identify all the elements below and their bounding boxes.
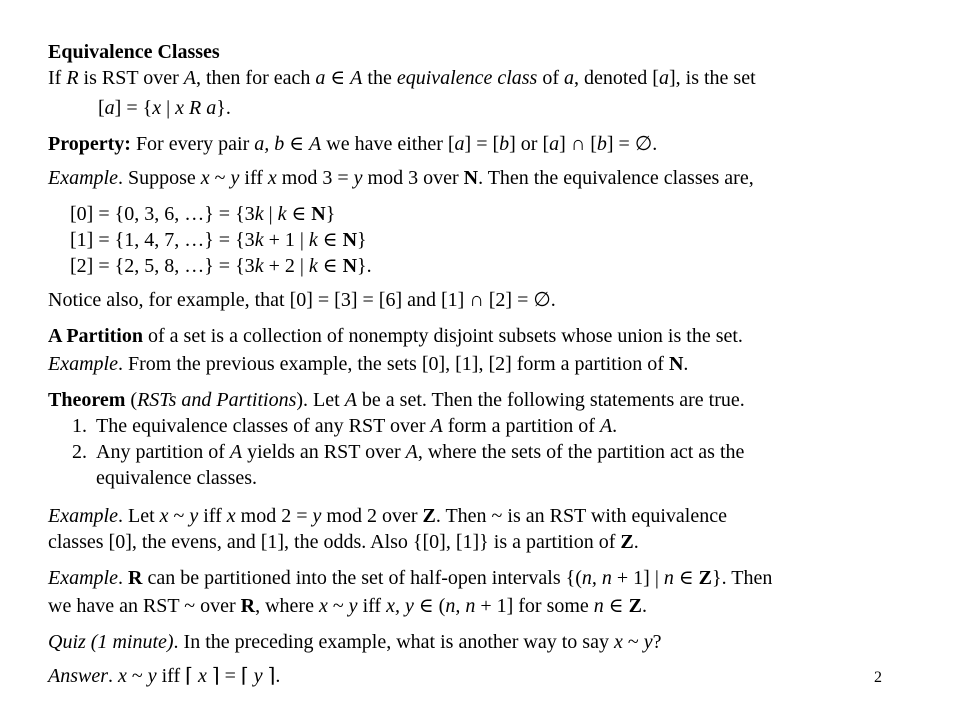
example-label: Example	[48, 353, 118, 375]
page-number: 2	[874, 669, 882, 686]
property-statement: Property: For every pair a, b ∈ A we have either [a] = [b] or [a] ∩ [b] = ∅.	[48, 133, 658, 155]
notice-line: Notice also, for example, that [0] = [3] = [6] and [1] ∩ [2] = ∅.	[48, 289, 556, 311]
slide-heading	[48, 40, 220, 64]
theorem-item-1-number: 1.	[72, 415, 87, 437]
quiz-label: Quiz (1 minute)	[48, 631, 174, 653]
example-intervals-line-1: Example. R can be partitioned into the set of half-open intervals {(n, n + 1] | n ∈ Z}. Then	[48, 567, 773, 589]
theorem-item-2-continued: equivalence classes.	[96, 467, 258, 489]
definition-line-1: If R is RST over A, then for each a ∈ A the equivalence class of a, denoted [a], is the set	[48, 67, 756, 89]
theorem-statement: Theorem (RSTs and Partitions). Let A be a set. Then the following statements are true.	[48, 389, 745, 411]
theorem-item-2: Any partition of A yields an RST over A, where the sets of the partition act as the	[96, 441, 745, 463]
partition-definition: A Partition of a set is a collection of nonempty disjoint subsets whose union is the set.	[48, 325, 743, 347]
definition-line-2: [a] = {x | x R a}.	[98, 97, 231, 119]
example-mod2-line-1: Example. Let x ~ y iff x mod 2 = y mod 2 over Z. Then ~ is an RST with equivalence	[48, 505, 727, 527]
example-mod2-line-2: classes [0], the evens, and [1], the odds. Also {[0], [1]} is a partition of Z.	[48, 531, 639, 553]
property-label: Property:	[48, 133, 131, 155]
theorem-item-1: The equivalence classes of any RST over A form a partition of A.	[96, 415, 618, 437]
example-partition-n: Example. From the previous example, the sets [0], [1], [2] form a partition of N.	[48, 353, 689, 375]
quiz-question: Quiz (1 minute). In the preceding example, what is another way to say x ~ y?	[48, 631, 662, 653]
example-label: Example	[48, 567, 118, 589]
theorem-item-2-number: 2.	[72, 441, 87, 463]
answer-label: Answer	[48, 665, 108, 687]
example-mod3: Example. Suppose x ~ y iff x mod 3 = y mod 3 over N. Then the equivalence classes are,	[48, 167, 754, 189]
example-label: Example	[48, 505, 118, 527]
theorem-label: Theorem	[48, 389, 126, 411]
quiz-answer: Answer. x ~ y iff ⌈ x ⌉ = ⌈ y ⌉.	[48, 665, 281, 687]
equivalence-class-1: [1] = {1, 4, 7, …} = {3k + 1 | k ∈ N}	[70, 229, 367, 251]
example-intervals-line-2: we have an RST ~ over R, where x ~ y iff x, y ∈ (n, n + 1] for some n ∈ Z.	[48, 595, 647, 617]
equivalence-class-2: [2] = {2, 5, 8, …} = {3k + 2 | k ∈ N}.	[70, 255, 372, 277]
example-label: Example	[48, 167, 118, 189]
heading-text: Equivalence Classes	[48, 41, 220, 63]
partition-label: A Partition	[48, 325, 143, 347]
equivalence-class-0: [0] = {0, 3, 6, …} = {3k | k ∈ N}	[70, 203, 336, 225]
